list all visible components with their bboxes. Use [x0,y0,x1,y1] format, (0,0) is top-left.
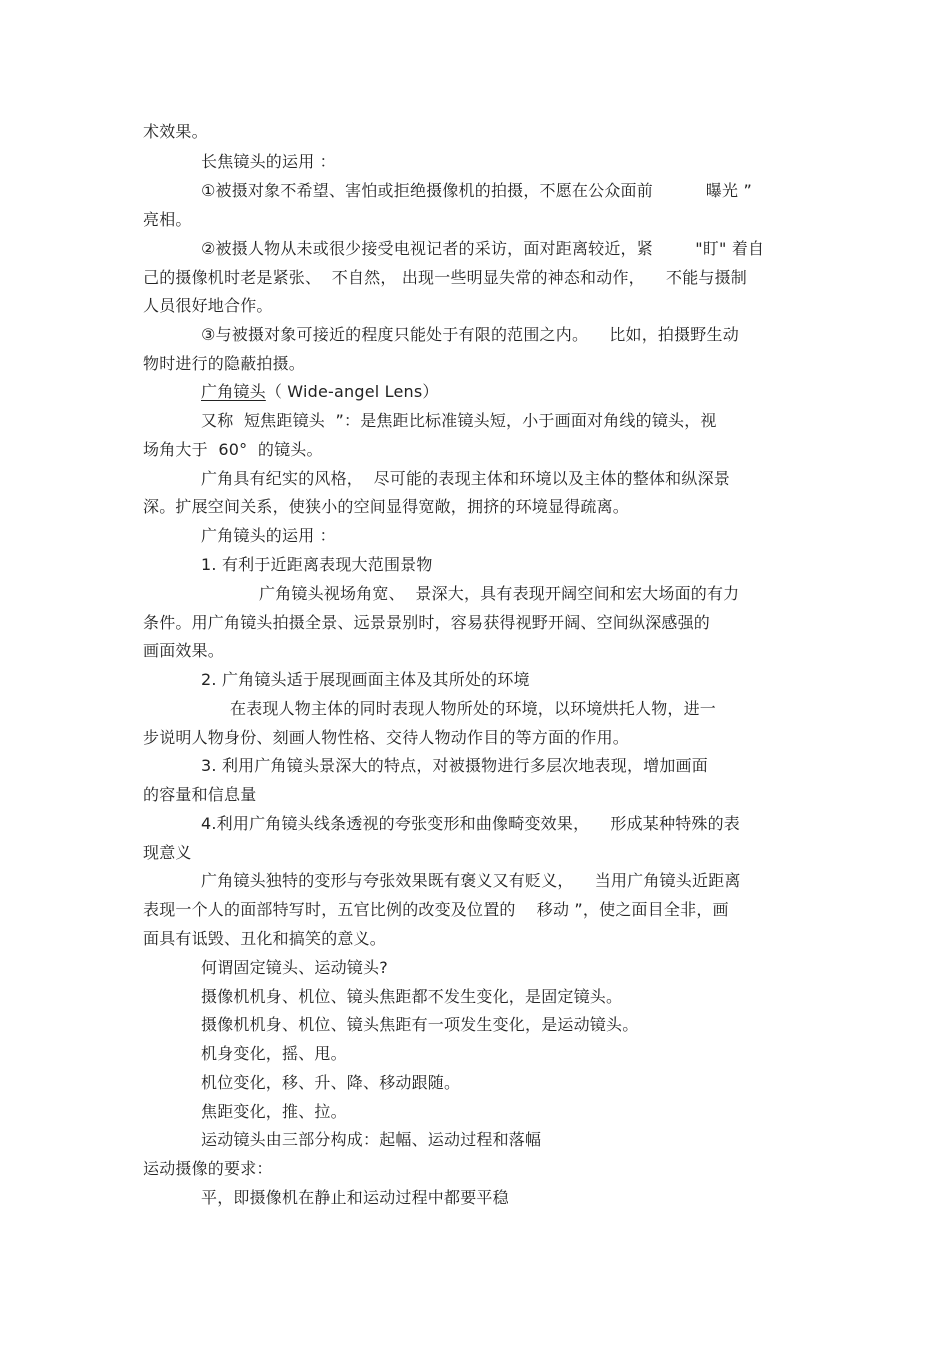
text-line: 在表现人物主体的同时表现人物所处的环境，以环境烘托人物，进一 [230,699,717,718]
text-line: 的容量和信息量 [143,785,257,804]
text-line: 平，即摄像机在静止和运动过程中都要平稳 [201,1188,509,1207]
text-line: 步说明人物身份、刻画人物性格、交待人物动作目的等方面的作用。 [143,728,630,747]
text-line: 亮相。 [143,210,192,229]
text-line: 广角具有纪实的风格， 尽可能的表现主体和环境以及主体的整体和纵深景 [201,469,730,488]
text-line: 长焦镜头的运用 ： [201,152,336,171]
text-line: 现意义 [143,843,192,862]
text-line: 焦距变化，推、拉。 [201,1102,347,1121]
text-line: 广角镜头视场角宽、 景深大，具有表现开阔空间和宏大场面的有力 [259,584,740,603]
text-line: 摄像机机身、机位、镜头焦距有一项发生变化，是运动镜头。 [201,1015,639,1034]
text-line: 机身变化，摇、甩。 [201,1044,347,1063]
text-line: 表现一个人的面部特写时，五官比例的改变及位置的 移动 ”，使之面目全非，画 [143,900,729,919]
text-line: ②被摄人物从未或很少接受电视记者的采访，面对距离较近，紧 "盯" 着自 [201,239,765,258]
text-line: 摄像机机身、机位、镜头焦距都不发生变化，是固定镜头。 [201,987,623,1006]
text-line: 人员很好地合作。 [143,296,273,315]
text-line: 1. 有利于近距离表现大范围景物 [201,555,433,574]
text-line: 广角镜头独特的变形与夸张效果既有褒义又有贬义， 当用广角镜头近距离 [201,871,741,890]
text-line: 深。扩展空间关系，使狭小的空间显得宽敞，拥挤的环境显得疏离。 [143,497,630,516]
heading-english-term: （ Wide-angel Lens） [265,382,439,401]
text-line: 场角大于 60° 的镜头。 [143,440,323,459]
text-line: 4.利用广角镜头线条透视的夸张变形和曲像畸变效果， 形成某种特殊的表 [201,814,741,833]
text-line: ①被摄对象不希望、害怕或拒绝摄像机的拍摄，不愿在公众面前 曝光 ” [201,181,752,200]
text-line: 画面效果。 [143,641,225,660]
text-line: 运动摄像的要求： [143,1159,273,1178]
section-heading-wide-angle-lens [201,382,439,402]
text-line: 广角镜头的运用 ： [201,526,336,545]
text-line: 术效果。 [143,122,208,141]
text-line: 何谓固定镜头、运动镜头? [201,958,388,977]
text-line: ③与被摄对象可接近的程度只能处于有限的范围之内。 比如，拍摄野生动 [201,325,739,344]
text-line: 己的摄像机时老是紧张、 不自然， 出现一些明显失常的神态和动作， 不能与摄制 [143,268,748,287]
text-line: 运动镜头由三部分构成：起幅、运动过程和落幅 [201,1130,542,1149]
text-line: 又称 短焦距镜头 ”：是焦距比标准镜头短，小于画面对角线的镜头，视 [201,411,717,430]
text-line: 条件。用广角镜头拍摄全景、远景景别时，容易获得视野开阔、空间纵深感强的 [143,613,711,632]
text-line: 机位变化，移、升、降、移动跟随。 [201,1073,461,1092]
text-line: 3. 利用广角镜头景深大的特点，对被摄物进行多层次地表现，增加画面 [201,756,708,775]
text-line: 物时进行的隐蔽拍摄。 [143,354,306,373]
text-line: 2. 广角镜头适于展现画面主体及其所处的环境 [201,670,530,689]
text-line: 面具有诋毁、丑化和搞笑的意义。 [143,929,387,948]
heading-underlined-term: 广角镜头 [201,382,266,401]
